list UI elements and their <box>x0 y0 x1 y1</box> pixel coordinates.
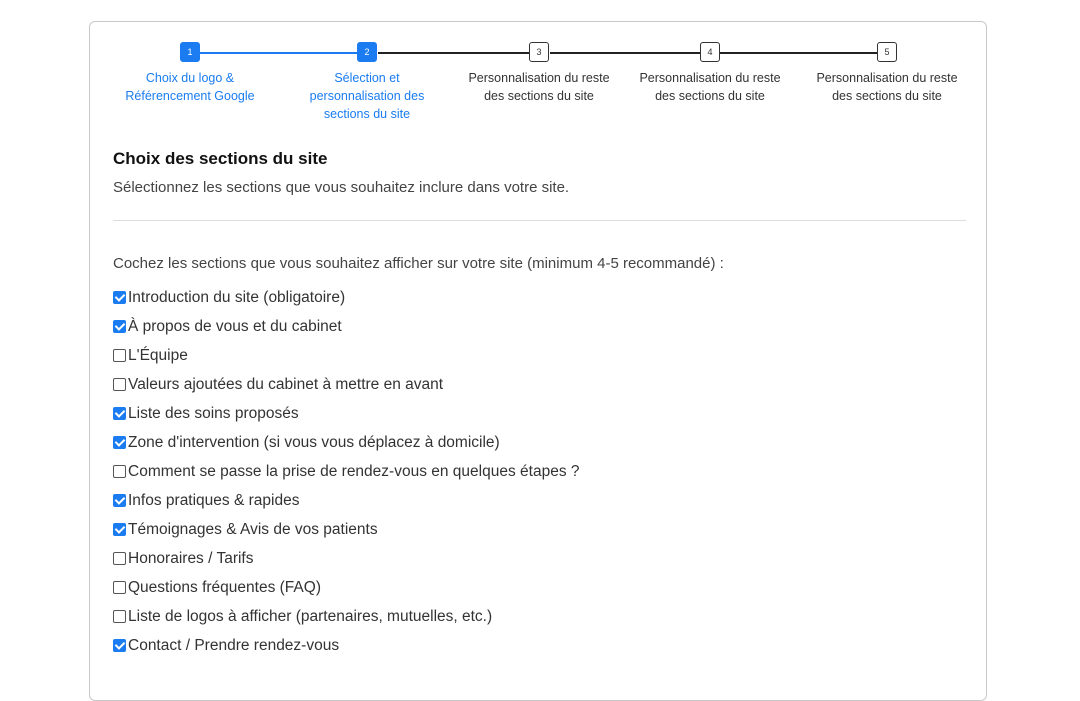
step-2-label[interactable]: Sélection et personnalisation des sections du site <box>309 71 425 121</box>
step-connector-1-2 <box>200 52 368 54</box>
step-3-number[interactable]: 3 <box>529 42 549 62</box>
option-introduction <box>113 283 580 312</box>
step-5-number[interactable]: 5 <box>877 42 897 62</box>
section-options-list <box>113 283 580 660</box>
step-1-label[interactable]: Choix du logo & Référencement Google <box>125 71 255 103</box>
checkbox-faq[interactable] <box>113 581 126 594</box>
checkbox-valeurs[interactable] <box>113 378 126 391</box>
form-card <box>89 21 987 701</box>
checkbox-infos-pratiques[interactable] <box>113 494 126 507</box>
option-label[interactable]: Témoignages & Avis de vos patients <box>128 520 378 538</box>
option-label[interactable]: Infos pratiques & rapides <box>128 491 300 509</box>
option-honoraires <box>113 544 580 573</box>
step-2-number[interactable]: 2 <box>357 42 377 62</box>
option-rendez-vous-etapes <box>113 457 580 486</box>
option-label[interactable]: Contact / Prendre rendez-vous <box>128 636 340 654</box>
option-a-propos <box>113 312 580 341</box>
checkbox-contact[interactable] <box>113 639 126 652</box>
option-zone <box>113 428 580 457</box>
checkbox-introduction[interactable] <box>113 291 126 304</box>
option-label[interactable]: Introduction du site (obligatoire) <box>128 288 346 306</box>
option-equipe <box>113 341 580 370</box>
divider <box>113 220 966 221</box>
section-subtitle: Sélectionnez les sections que vous souhaitez inclure dans votre site. <box>113 179 570 196</box>
option-label[interactable]: Questions fréquentes (FAQ) <box>128 578 321 596</box>
option-label[interactable]: Liste de logos à afficher (partenaires, mutuelles, etc.) <box>128 607 493 625</box>
option-temoignages <box>113 515 580 544</box>
option-contact <box>113 631 580 660</box>
section-title: Choix des sections du site <box>113 149 328 168</box>
option-label[interactable]: L'Équipe <box>128 346 188 364</box>
step-1-number[interactable]: 1 <box>180 42 200 62</box>
checkbox-rendez-vous-etapes[interactable] <box>113 465 126 478</box>
option-label[interactable]: Liste des soins proposés <box>128 404 299 422</box>
stepper <box>90 22 988 132</box>
option-soins <box>113 399 580 428</box>
option-label[interactable]: À propos de vous et du cabinet <box>128 317 342 335</box>
step-connector-3-4 <box>550 52 700 54</box>
option-label[interactable]: Zone d'intervention (si vous vous déplacez à domicile) <box>128 433 500 451</box>
step-4-number[interactable]: 4 <box>700 42 720 62</box>
step-5-label[interactable]: Personnalisation du reste des sections du site <box>816 71 958 103</box>
checkbox-equipe[interactable] <box>113 349 126 362</box>
checkbox-logos[interactable] <box>113 610 126 623</box>
checkbox-temoignages[interactable] <box>113 523 126 536</box>
checkbox-zone[interactable] <box>113 436 126 449</box>
option-faq <box>113 573 580 602</box>
step-3-label[interactable]: Personnalisation du reste des sections du site <box>468 71 610 103</box>
checkbox-a-propos[interactable] <box>113 320 126 333</box>
step-4-label[interactable]: Personnalisation du reste des sections du site <box>639 71 781 103</box>
step-connector-2-3 <box>378 52 540 54</box>
option-label[interactable]: Valeurs ajoutées du cabinet à mettre en avant <box>128 375 444 393</box>
checkbox-honoraires[interactable] <box>113 552 126 565</box>
checkbox-soins[interactable] <box>113 407 126 420</box>
option-logos <box>113 602 580 631</box>
option-label[interactable]: Comment se passe la prise de rendez-vous en quelques étapes ? <box>128 462 580 480</box>
step-connector-4-5 <box>720 52 878 54</box>
option-infos-pratiques <box>113 486 580 515</box>
option-label[interactable]: Honoraires / Tarifs <box>128 549 254 567</box>
instruction-text: Cochez les sections que vous souhaitez afficher sur votre site (minimum 4-5 recommandé) : <box>113 255 724 272</box>
option-valeurs <box>113 370 580 399</box>
